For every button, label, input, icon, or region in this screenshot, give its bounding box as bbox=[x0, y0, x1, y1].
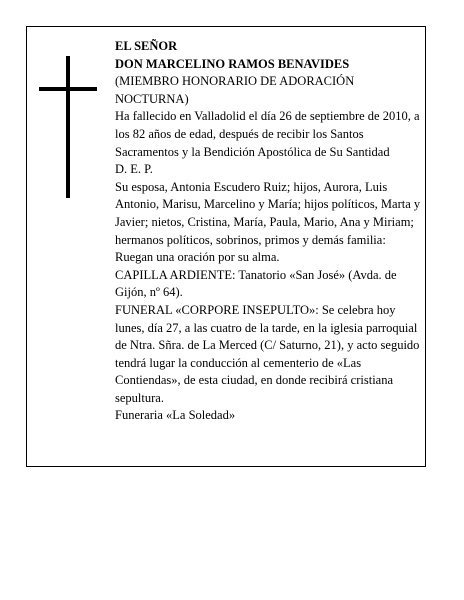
funeral-home: Funeraria «La Soledad» bbox=[115, 408, 236, 423]
funeral-info: FUNERAL «CORPORE INSEPULTO»: Se celebra hoy lunes, día 27, a las cuatro de la tarde, en la iglesia parroquial de Ntra. Sñra. de La Merced (C/ Saturno, 21), y acto seguido tendrá lugar la conducción al cementerio de «Las Contiendas», de esta ciudad, en donde recibirá cristiana sepultura. bbox=[115, 302, 420, 405]
rip-line: D. E. P. bbox=[115, 162, 153, 177]
membership-note: (MIEMBRO HONORARIO DE ADORACIÓN NOCTURNA) bbox=[115, 74, 355, 106]
chapel-info: CAPILLA ARDIENTE: Tanatorio «San José» (Avda. de Gijón, nº 64). bbox=[115, 267, 397, 300]
prayer-request: Ruegan una oración por su alma. bbox=[115, 250, 280, 265]
deceased-name: DON MARCELINO RAMOS BENAVIDES bbox=[115, 56, 350, 71]
cross-vertical-bar bbox=[66, 56, 70, 198]
death-announcement: Ha fallecido en Valladolid el día 26 de septiembre de 2010, a los 82 años de edad, después de recibir los Santos Sacramentos y la Bendición Apostólica de Su Santidad bbox=[115, 109, 420, 159]
family-list: Su esposa, Antonia Escudero Ruiz; hijos, Aurora, Luis Antonio, Marisu, Marcelino y María; hijos políticos, Marta y Javier; nietos, Cristina, María, Paula, Mario, Ana y Miriam; hermanos políticos, sobrinos, primos y demás familia: bbox=[115, 179, 421, 247]
obituary-text bbox=[115, 38, 427, 425]
cross-horizontal-bar bbox=[39, 87, 97, 91]
obituary-heading: EL SEÑOR bbox=[115, 39, 178, 53]
obituary-card bbox=[26, 26, 426, 467]
